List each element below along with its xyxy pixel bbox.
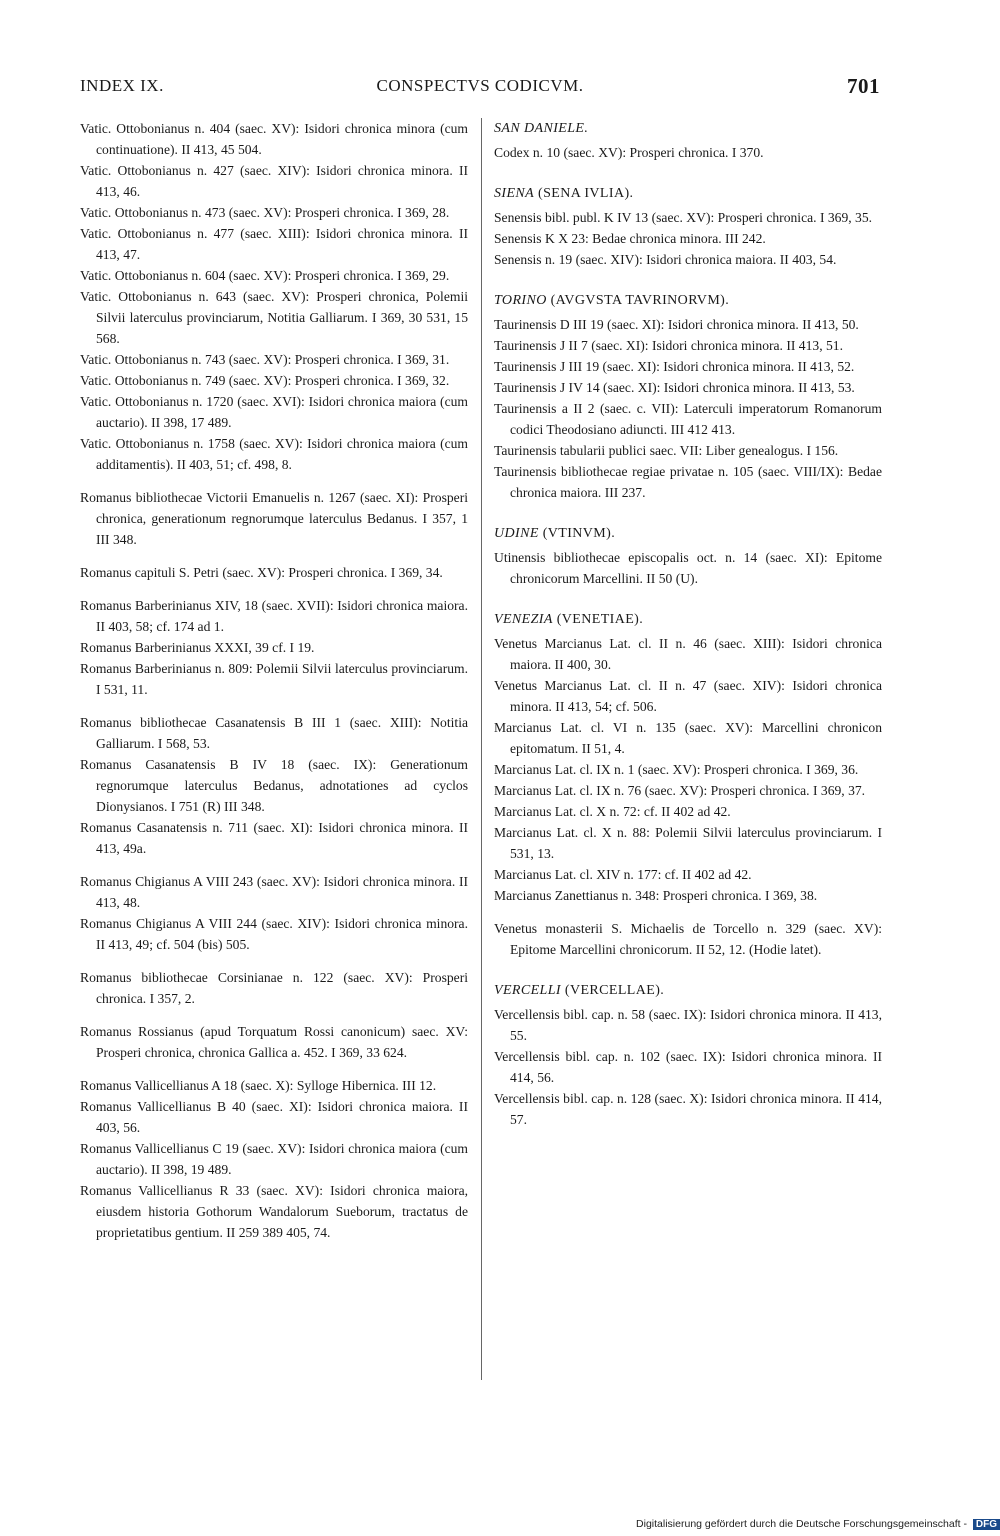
location-heading-city: VERCELLI [494,983,561,998]
location-heading [494,290,882,311]
index-entry: Vatic. Ottobonianus n. 1758 (saec. XV): Isidori chronica maiora (cum additamentis). II 403, 51; cf. 498, 8. [80,436,468,472]
digitization-footer [560,1518,1000,1536]
location-heading-latin: (SENA IVLIA). [538,186,634,201]
location-heading [494,523,882,544]
index-entry: Vatic. Ottobonianus n. 643 (saec. XV): Prosperi chronica, Polemii Silvii laterculus provinciarum, Notitia Galliarum. I 369, 30 531, 15 568. [80,289,468,346]
location-heading [494,118,882,139]
index-entry: Vatic. Ottobonianus n. 404 (saec. XV): Isidori chronica minora (cum continuatione). II 413, 45 504. [80,121,468,157]
index-entry: Marcianus Lat. cl. X n. 88: Polemii Silvii laterculus provinciarum. I 531, 13. [494,825,882,861]
index-entry: Romanus bibliothecae Victorii Emanuelis n. 1267 (saec. XI): Prosperi chronica, generationum regnorumque laterculus Bedanus. I 357, 1 III 348. [80,490,468,547]
index-entry: Vatic. Ottobonianus n. 1720 (saec. XVI): Isidori chronica maiora (cum auctario). II 398, 17 489. [80,394,468,430]
location-heading-latin: (VTINVM). [542,526,616,541]
right-column [494,118,882,1130]
location-heading-latin: (AVGVSTA TAVRINORVM). [550,293,730,308]
index-entry: Vercellensis bibl. cap. n. 128 (saec. X): Isidori chronica minora. II 414, 57. [494,1091,882,1127]
index-entry: Marcianus Lat. cl. VI n. 135 (saec. XV): Marcellini chronicon epitomatum. II 51, 4. [494,720,882,756]
location-heading [494,609,882,630]
index-entry: Taurinensis J II 7 (saec. XI): Isidori chronica minora. II 413, 51. [494,338,843,353]
index-entry: Taurinensis J IV 14 (saec. XI): Isidori chronica minora. II 413, 53. [494,380,855,395]
index-entry: Vercellensis bibl. cap. n. 102 (saec. IX): Isidori chronica minora. II 414, 56. [494,1049,882,1085]
index-entry: Marcianus Zanettianus n. 348: Prosperi chronica. I 369, 38. [494,888,818,903]
index-entry: Taurinensis a II 2 (saec. c. VII): Laterculi imperatorum Romanorum codici Theodosiano adiuncti. III 412 413. [494,401,882,437]
index-entry: Romanus capituli S. Petri (saec. XV): Prosperi chronica. I 369, 34. [80,565,443,580]
index-entry: Vercellensis bibl. cap. n. 58 (saec. IX): Isidori chronica minora. II 413, 55. [494,1007,882,1043]
index-entry: Romanus Casanatensis n. 711 (saec. XI): Isidori chronica minora. II 413, 49a. [80,820,468,856]
location-heading-latin: (VERCELLAE). [564,983,665,998]
index-entry: Romanus Chigianus A VIII 243 (saec. XV): Isidori chronica minora. II 413, 48. [80,874,468,910]
index-entry: Codex n. 10 (saec. XV): Prosperi chronica. I 370. [494,145,764,160]
index-entry: Taurinensis J III 19 (saec. XI): Isidori chronica minora. II 413, 52. [494,359,855,374]
location-heading-city: UDINE [494,526,539,541]
index-entry: Venetus Marcianus Lat. cl. II n. 47 (saec. XIV): Isidori chronica minora. II 413, 54; cf. 506. [494,678,882,714]
index-entry: Romanus bibliothecae Casanatensis B III 1 (saec. XIII): Notitia Galliarum. I 568, 53. [80,715,468,751]
index-entry: Romanus Chigianus A VIII 244 (saec. XIV): Isidori chronica minora. II 413, 49; cf. 504 (bis) 505. [80,916,468,952]
index-entry: Senensis n. 19 (saec. XIV): Isidori chronica maiora. II 403, 54. [494,252,837,267]
index-entry: Vatic. Ottobonianus n. 749 (saec. XV): Prosperi chronica. I 369, 32. [80,373,450,388]
index-entry: Romanus Vallicellianus A 18 (saec. X): Sylloge Hibernica. III 12. [80,1078,437,1093]
footer-credit: Digitalisierung gefördert durch die Deutsche Forschungsgemeinschaft - [636,1518,967,1530]
index-entry: Utinensis bibliothecae episcopalis oct. n. 14 (saec. XI): Epitome chronicorum Marcellini. II 50 (U). [494,550,882,586]
header-title: CONSPECTVS CODICVM. [376,76,584,95]
index-entry: Vatic. Ottobonianus n. 604 (saec. XV): Prosperi chronica. I 369, 29. [80,268,450,283]
index-entry: Vatic. Ottobonianus n. 743 (saec. XV): Prosperi chronica. I 369, 31. [80,352,450,367]
dfg-logo: DFG [973,1519,1000,1530]
header-index-label: INDEX IX. [80,76,164,95]
index-entry: Romanus Rossianus (apud Torquatum Rossi canonicum) saec. XV: Prosperi chronica, chronica Gallica a. 452. I 369, 33 624. [80,1024,468,1060]
location-heading-city: SAN DANIELE. [494,121,589,136]
index-entry: Romanus Vallicellianus C 19 (saec. XV): Isidori chronica maiora (cum auctario). II 398, 19 489. [80,1141,468,1177]
location-heading-city: TORINO [494,293,547,308]
index-entry: Romanus Vallicellianus R 33 (saec. XV): Isidori chronica maiora, eiusdem historia Gothorum Wandalorum Sueborum, tractatus de proprietatibus gentium. II 259 389 405, 74. [80,1183,468,1240]
index-entry: Romanus Barberinianus n. 809: Polemii Silvii laterculus provinciarum. I 531, 11. [80,661,468,697]
index-entry: Taurinensis D III 19 (saec. XI): Isidori chronica minora. II 413, 50. [494,317,859,332]
location-heading-city: SIENA [494,186,535,201]
running-header [80,76,880,104]
index-entry: Taurinensis tabularii publici saec. VII: Liber genealogus. I 156. [494,443,839,458]
index-entry: Romanus bibliothecae Corsinianae n. 122 (saec. XV): Prosperi chronica. I 357, 2. [80,970,468,1006]
location-heading [494,183,882,204]
index-entry: Romanus Vallicellianus B 40 (saec. XI): Isidori chronica maiora. II 403, 56. [80,1099,468,1135]
index-entry: Venetus Marcianus Lat. cl. II n. 46 (saec. XIII): Isidori chronica maiora. II 400, 30. [494,636,882,672]
index-entry: Senensis bibl. publ. K IV 13 (saec. XV): Prosperi chronica. I 369, 35. [494,210,873,225]
index-entry: Vatic. Ottobonianus n. 477 (saec. XIII): Isidori chronica minora. II 413, 47. [80,226,468,262]
index-entry: Vatic. Ottobonianus n. 427 (saec. XIV): Isidori chronica minora. II 413, 46. [80,163,468,199]
index-entry: Romanus Barberinianus XXXI, 39 cf. I 19. [80,640,315,655]
index-entry: Marcianus Lat. cl. X n. 72: cf. II 402 ad 42. [494,804,731,819]
index-entry: Marcianus Lat. cl. IX n. 76 (saec. XV): Prosperi chronica. I 369, 37. [494,783,866,798]
index-entry: Vatic. Ottobonianus n. 473 (saec. XV): Prosperi chronica. I 369, 28. [80,205,450,220]
index-entry: Romanus Barberinianus XIV, 18 (saec. XVII): Isidori chronica maiora. II 403, 58; cf. 174 ad 1. [80,598,468,634]
left-column [80,118,468,1243]
page-number: 701 [847,74,880,98]
index-entry: Romanus Casanatensis B IV 18 (saec. IX): Generationum regnorumque laterculus Bedanus, adnotationes ad cyclos Dionysianos. I 751 (R) III 348. [80,757,468,814]
column-divider [481,118,482,1380]
index-entry: Marcianus Lat. cl. IX n. 1 (saec. XV): Prosperi chronica. I 369, 36. [494,762,859,777]
location-heading [494,980,882,1001]
index-entry: Taurinensis bibliothecae regiae privatae n. 105 (saec. VIII/IX): Bedae chronica maiora. III 237. [494,464,882,500]
location-heading-latin: (VENETIAE). [556,612,644,627]
index-entry: Marcianus Lat. cl. XIV n. 177: cf. II 402 ad 42. [494,867,752,882]
index-entry: Venetus monasterii S. Michaelis de Torcello n. 329 (saec. XV): Epitome Marcellini chronicorum. II 52, 12. (Hodie latet). [494,921,882,957]
location-heading-city: VENEZIA [494,612,553,627]
index-entry: Senensis K X 23: Bedae chronica minora. III 242. [494,231,766,246]
